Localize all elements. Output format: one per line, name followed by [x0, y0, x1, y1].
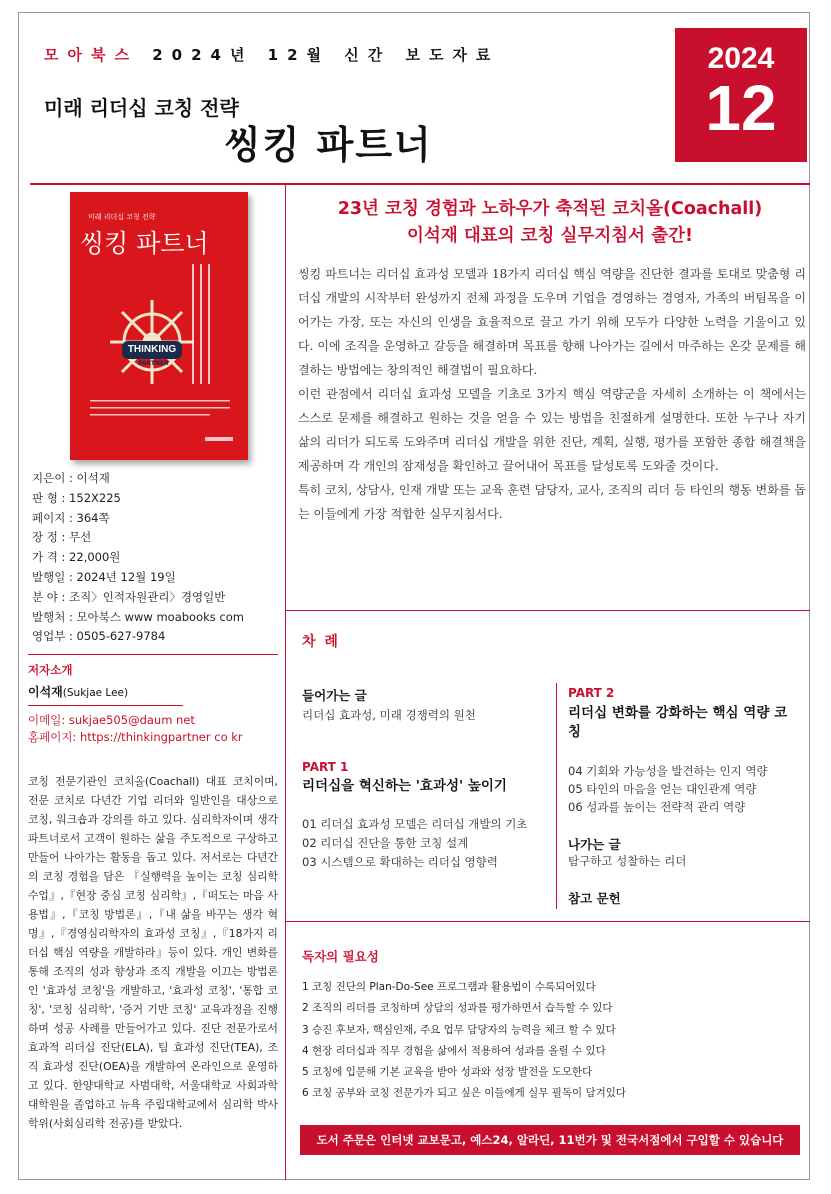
toc-heading: 차 례 [302, 634, 340, 650]
info-pages: 페이지 : 364쪽 [32, 510, 110, 525]
author-top-divider [28, 654, 278, 655]
needs-item: 1 코칭 진단의 Plan-Do-See 프로그램과 활용법이 수록되어있다 [302, 981, 596, 993]
info-sales: 영업부 : 0505-627-9784 [32, 629, 166, 644]
toc-part2-item: 05 타인의 마음을 얻는 대인관계 역량 [568, 782, 757, 796]
toc-part2-title: 리더십 변화를 강화하는 핵심 역량 코칭 [568, 705, 788, 740]
book-title: 씽킹 파트너 [224, 123, 433, 167]
toc-references: 참고 문헌 [568, 891, 621, 906]
toc-outro-title: 나가는 글 [568, 837, 621, 852]
body-paragraph-1: 씽킹 파트너는 리더십 효과성 모델과 18가지 리더십 핵심 역량을 진단한 결과를 토대로 맞춤형 리더십 개발의 시작부터 완성까지 전체 과정을 도우며 기업을 경영하는 경영자, 가족의 버팀목을 이어가는 가장, 또는 자신의 인생을 효율적으로 끌고 가기 위해 모두가 다양한 노력을 기울이고 있다. 이에 조직을 운영하고 갈등을 해결하며 목표를 향해 나아가는 길에서 마주하는 온갖 문제를 해결하는 방법에는 창의적인 해결법이 필요하다. [298, 267, 806, 377]
toc-part2-item: 04 기회와 가능성을 발견하는 인지 역량 [568, 764, 768, 778]
cover-badge-sub: PARTNER [138, 360, 169, 367]
author-heading: 저자소개 [28, 663, 73, 677]
cover-badge: THINKING [122, 341, 182, 359]
author-name [28, 683, 128, 700]
info-format: 판 형 : 152X225 [32, 490, 121, 505]
order-banner: 도서 주문은 인터넷 교보문고, 예스24, 알라딘, 11번가 및 전국서점에서 구입할 수 있습니다 [300, 1125, 800, 1155]
toc-intro-title: 들어가는 글 [302, 688, 367, 703]
date-month: 12 [705, 72, 777, 144]
toc-top-divider [286, 610, 810, 611]
author-name-divider [28, 705, 183, 706]
brand-name: 모아북스 [44, 46, 138, 64]
toc-part1-title: 리더십을 혁신하는 '효과성' 높이기 [302, 778, 507, 794]
author-contact [28, 712, 243, 746]
toc-intro-sub: 리더십 효과성, 미래 경쟁력의 원천 [302, 708, 476, 722]
info-date: 발행일 : 2024년 12월 19일 [32, 569, 176, 584]
needs-list [302, 977, 802, 1105]
info-binding: 장 정 : 무선 [32, 530, 92, 545]
column-divider [285, 185, 286, 1180]
book-cover [70, 192, 248, 460]
toc-column-divider [556, 683, 557, 909]
release-line: 2024년 12월 신간 보도자료 [152, 46, 500, 64]
book-subtitle: 미래 리더십 코칭 전략 [44, 96, 239, 120]
author-name-ko: 이석재 [28, 685, 63, 699]
toc-part1-item: 03 시스템으로 확대하는 리더십 영향력 [302, 855, 498, 869]
toc-part1-label: PART 1 [302, 760, 349, 774]
info-category: 분 야 : 조직〉인적자원관리〉경영일반 [32, 589, 226, 604]
toc-outro-sub: 탐구하고 성찰하는 리더 [568, 854, 687, 868]
toc-part1-item: 01 리더십 효과성 모델은 리더십 개발의 기초 [302, 817, 528, 831]
date-year: 2024 [707, 42, 775, 75]
body-paragraph-3: 특히 코치, 상담사, 인재 개발 또는 교육 훈련 담당자, 교사, 조직의 리더 등 타인의 행동 변화를 돕는 이들에게 가장 적합한 실무지침서다. [298, 483, 806, 521]
needs-heading: 독자의 필요성 [302, 949, 379, 964]
needs-item: 3 승진 후보자, 핵심인재, 주요 업무 담당자의 능력을 체크 할 수 있다 [302, 1023, 616, 1036]
press-headline [300, 196, 800, 250]
needs-top-divider [286, 921, 810, 922]
author-homepage[interactable]: 홈페이지: https://thinkingpartner co kr [28, 730, 243, 744]
needs-item: 2 조직의 리더를 코칭하며 상담의 성과를 평가하면서 습득할 수 있다 [302, 1002, 613, 1015]
press-body [298, 262, 806, 526]
info-publisher: 발행처 : 모아북스 www moabooks com [32, 609, 244, 624]
needs-item: 6 코칭 공부와 코칭 전문가가 되고 싶은 이들에게 실무 필독이 담겨있다 [302, 1087, 627, 1100]
author-bio: 코칭 전문기관인 코치올(Coachall) 대표 코치이며, 전문 코치로 다년간 기업 리더와 일반인을 대상으로 코칭, 워크숍과 강의를 하고 있다. 심리학자이며 생각 파트너로서 고객이 원하는 삶을 주도적으로 구상하고 만들어 나아가는 활동을 돕고 있다. 저서로는 다년간의 코칭 경험을 담은 『실행력을 높이는 코칭 심리학 수업』,『현장 중심 코칭 심리학』,『떠도는 마음 사용법』,『코칭 방법론』,『내 삶을 바꾸는 생각 혁명』,『경영심리학자의 효과성 코칭』,『18가지 리더십 핵심 역량을 개발하라』등이 있다. 개인 변화를 통해 조직의 성과 향상과 조직 개발을 이끄는 방법론인 '효과성 코칭'을 개발하고, '효과성 코칭', '통합 코칭', '코칭 심리학', '증거 기반 코칭' 교육과정을 진행하며 성공 사례를 만들어가고 있다. 진단 전문가로서 효과적 리더십 진단(ELA), 팀 효과성 진단(TEA), 조직 효과성 진단(OEA)을 개발하여 온라인으로 운영하고 있다. 한양대학교 사범대학, 서울대학교 사회과학대학원을 졸업하고 뉴욕 주립대학교에서 심리학 박사학위(사회심리학 전공)를 받았다. [28, 775, 278, 1130]
book-info-list [32, 469, 282, 647]
cover-top-text: 미래 리더십 코칭 전략 [88, 213, 156, 221]
author-email[interactable]: 이메일: sukjae505@daum net [28, 713, 195, 727]
date-badge [675, 28, 807, 162]
info-author: 지은이 : 이석재 [32, 471, 110, 485]
toc-part2-label: PART 2 [568, 686, 615, 700]
toc-part2-item: 06 성과를 높이는 전략적 관리 역량 [568, 800, 746, 814]
headline-line-1: 23년 코칭 경험과 노하우가 축적된 코치올(Coachall) [337, 199, 763, 219]
toc-part1-item: 02 리더십 진단을 통한 코칭 설계 [302, 836, 469, 850]
headline-line-2: 이석재 대표의 코칭 실무지침서 출간! [407, 226, 693, 246]
body-paragraph-2: 이런 관점에서 리더십 효과성 모델을 기초로 3가지 핵심 역량군을 자세히 소개하는 이 책에서는 스스로 문제를 해결하고 원하는 것을 얻을 수 있는 방법을 친절하게 설명한다. 또한 누구나 자기 삶의 리더가 되도록 도와주며 리더십 개발을 위한 진단, 계획, 실행, 평가를 포함한 종합 해결책을 제공하며 각 개인의 잠재성을 확인하고 끌어내어 목표를 달성토록 도와줄 것이다. [298, 387, 806, 473]
needs-item: 4 현장 리더십과 직무 경험을 삶에서 적용하여 성과를 올릴 수 있다 [302, 1044, 606, 1057]
cover-title: 씽킹 파트너 [80, 229, 209, 258]
header-divider [30, 183, 810, 185]
release-header [44, 44, 499, 65]
info-price: 가 격 : 22,000원 [32, 550, 121, 565]
needs-item: 5 코칭에 입문해 기본 교육을 받아 성과와 성장 발전을 도모한다 [302, 1066, 593, 1079]
author-name-en: (Sukjae Lee) [62, 687, 129, 699]
